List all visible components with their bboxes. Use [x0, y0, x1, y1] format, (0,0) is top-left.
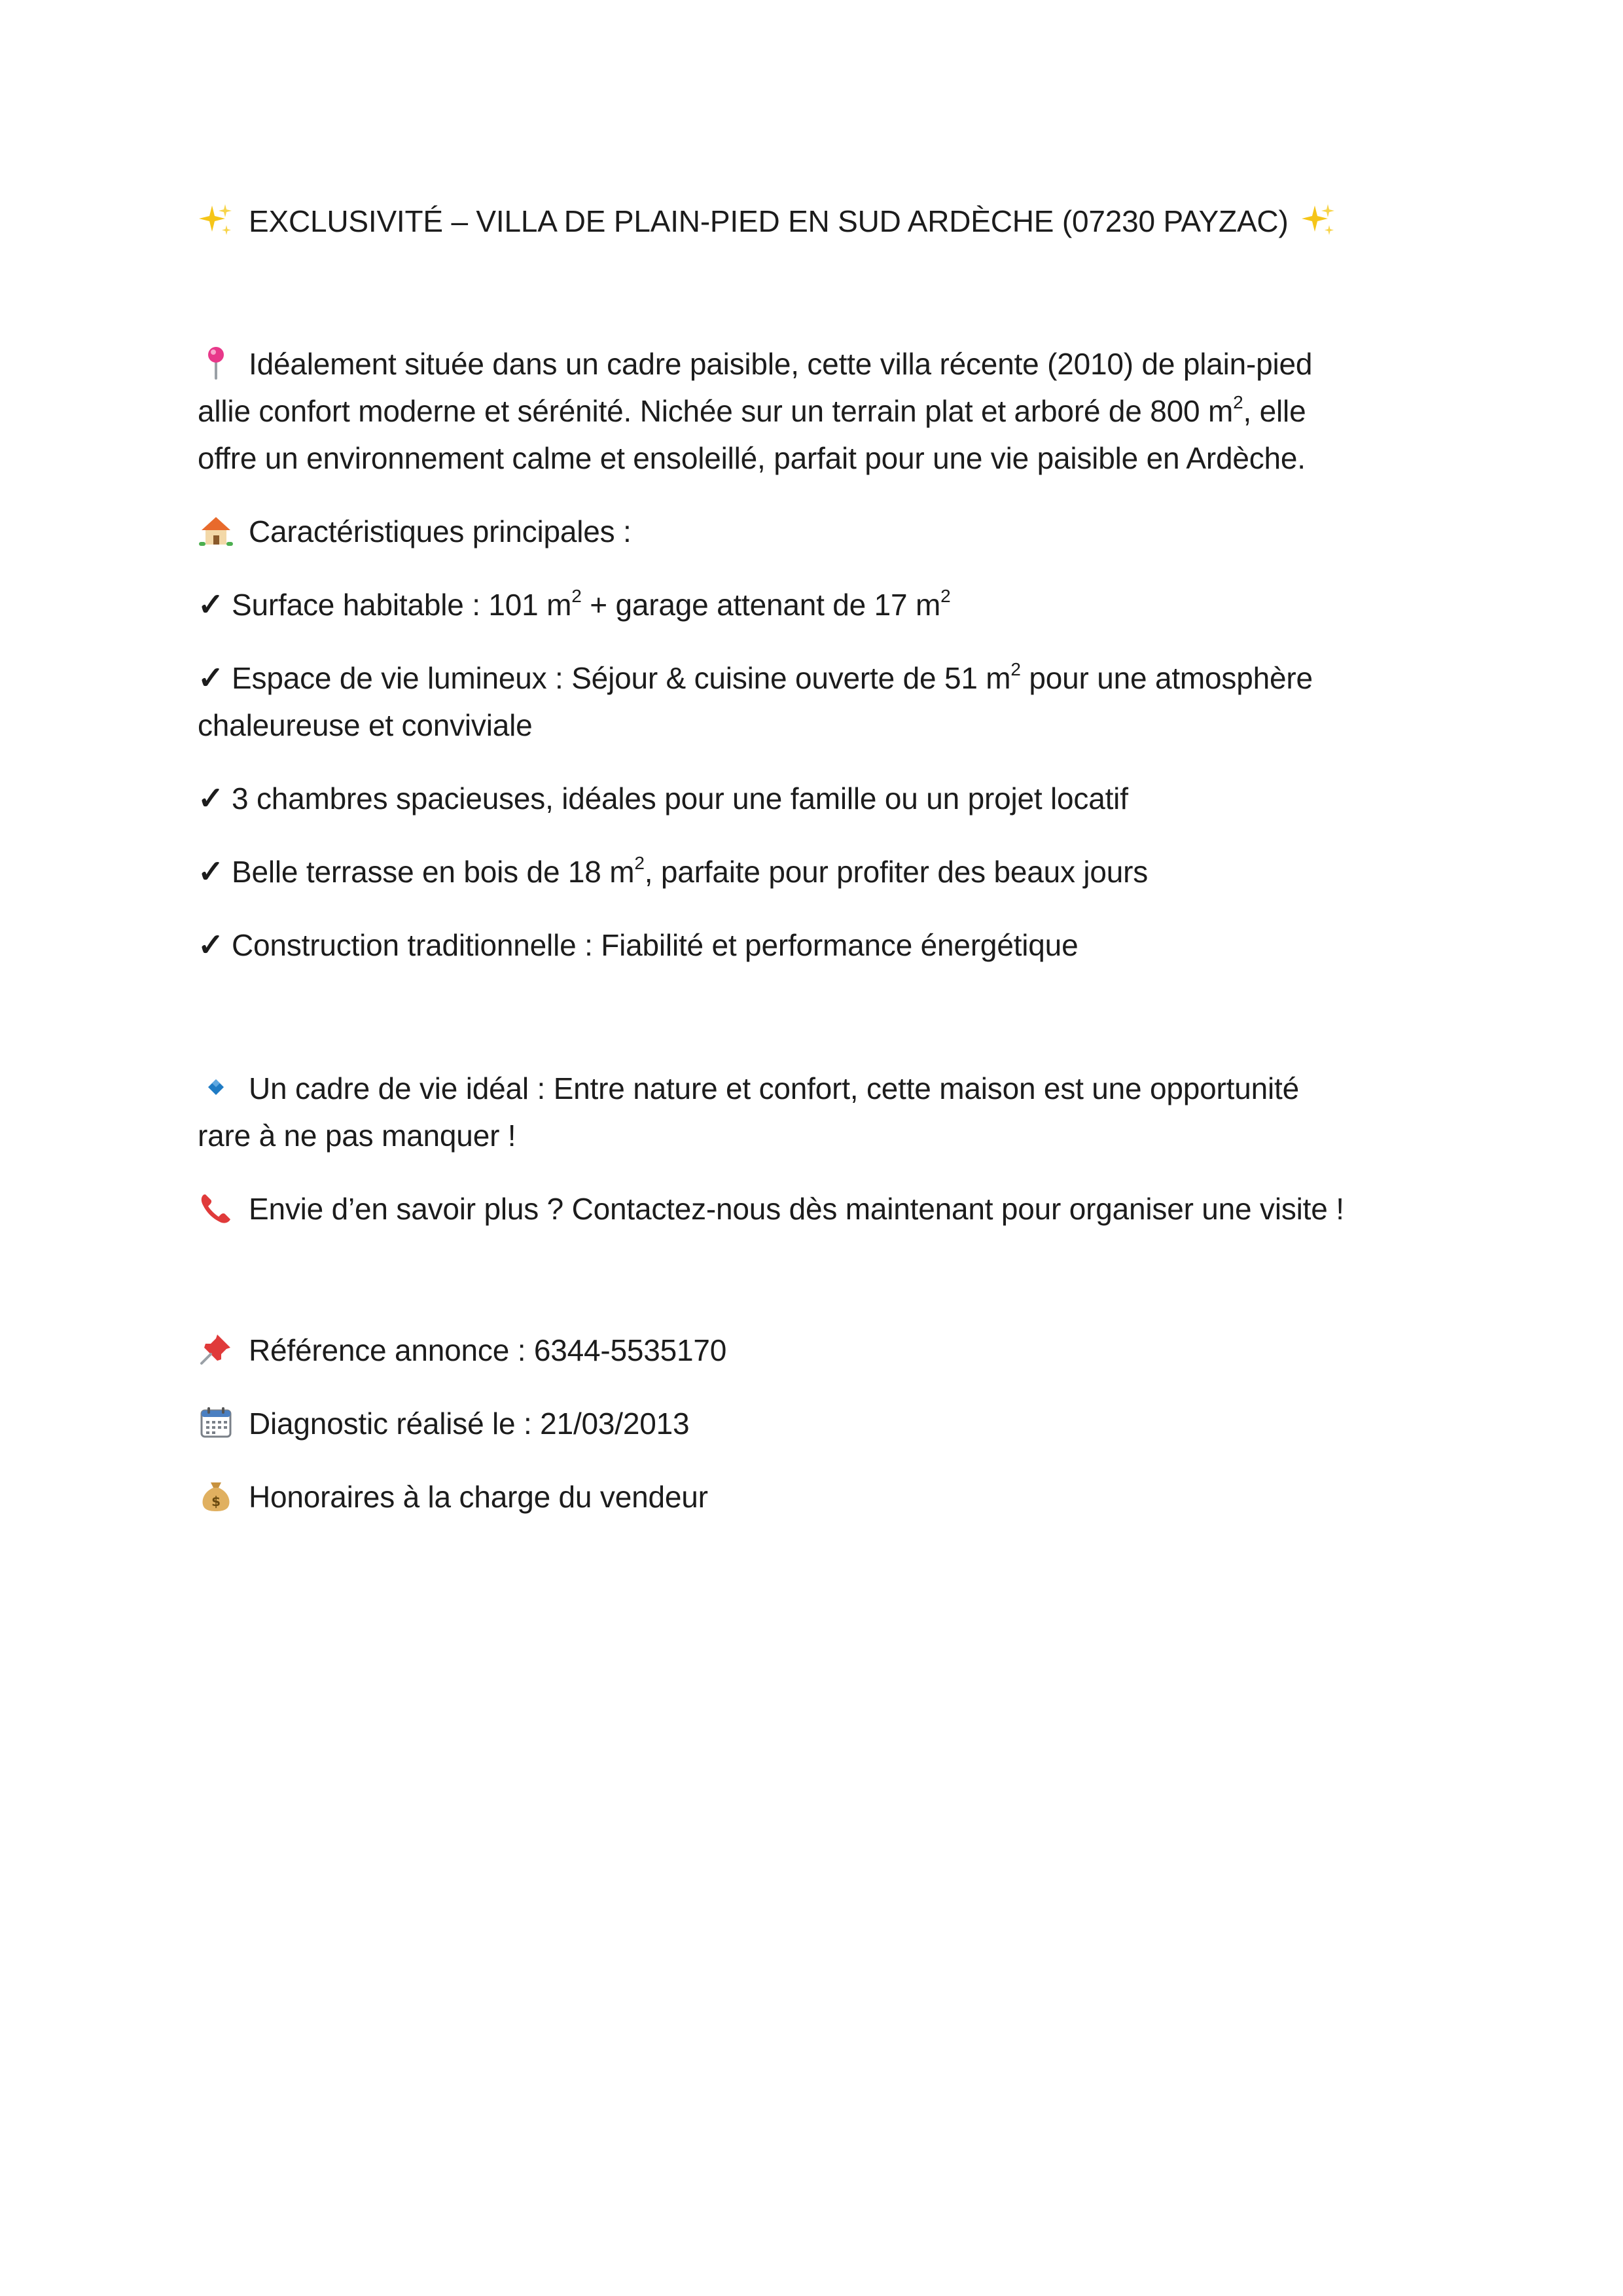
svg-text:$: $ [211, 1494, 221, 1509]
cadre-text: Un cadre de vie idéal : Entre nature et confort, cette maison est une opportunité [249, 1071, 1299, 1105]
feature-text: 3 chambres spacieuses, idéales pour une famille ou un projet locatif [232, 781, 1128, 816]
feature-text: Surface habitable : 101 m [232, 588, 572, 622]
feature-text: pour une atmosphère [1020, 661, 1313, 695]
intro-text: , elle [1243, 394, 1306, 428]
feature-item-construction [198, 922, 1078, 969]
document-title: EXCLUSIVITÉ – VILLA DE PLAIN-PIED EN SUD ARDÈCHE (07230 PAYZAC) [249, 204, 1289, 238]
cadre-line-2 [198, 1112, 516, 1159]
superscript: 2 [1010, 659, 1021, 679]
money-bag-icon [198, 1477, 234, 1514]
intro-text: offre un environnement calme et ensoleillé, parfait pour une vie paisible en Ardèche. [198, 441, 1306, 475]
check-mark-icon: ✓ [198, 781, 224, 816]
round-pushpin-icon [198, 344, 234, 381]
reference-line [198, 1327, 726, 1374]
check-mark-icon: ✓ [198, 855, 224, 889]
intro-text: allie confort moderne et sérénité. Nichée sur un terrain plat et arboré de 800 m [198, 394, 1234, 428]
features-heading-line [198, 508, 632, 555]
honoraires-line [198, 1473, 708, 1520]
cadre-line-1 [198, 1065, 1299, 1112]
superscript: 2 [1233, 392, 1243, 412]
honoraires-text: Honoraires à la charge du vendeur [249, 1480, 708, 1514]
feature-text: chaleureuse et conviviale [198, 708, 533, 742]
feature-text: + garage attenant de 17 m [581, 588, 941, 622]
intro-line-3 [198, 435, 1306, 482]
contact-text: Envie d’en savoir plus ? Contactez-nous dès maintenant pour organiser une visite ! [249, 1192, 1344, 1226]
feature-item-surface [198, 581, 951, 629]
title-line [198, 198, 1337, 245]
check-mark-icon: ✓ [198, 928, 224, 963]
check-mark-icon: ✓ [198, 588, 224, 622]
house-with-garden-icon [198, 512, 234, 548]
intro-text: Idéalement située dans un cadre paisible, cette villa récente (2010) de plain-pied [249, 347, 1313, 381]
superscript: 2 [940, 586, 951, 606]
calendar-icon [198, 1404, 234, 1441]
sparkles-icon [1300, 202, 1337, 238]
cadre-text: rare à ne pas manquer ! [198, 1119, 516, 1153]
reference-text: Référence annonce : 6344-5535170 [249, 1333, 727, 1367]
feature-item-living-space [198, 655, 1313, 702]
feature-text: Espace de vie lumineux : Séjour & cuisine ouverte de 51 m [232, 661, 1011, 695]
feature-item-living-space-cont [198, 702, 533, 749]
check-mark-icon: ✓ [198, 661, 224, 696]
blue-diamond-icon [198, 1069, 234, 1105]
contact-line [198, 1185, 1344, 1232]
telephone-receiver-icon [198, 1189, 234, 1226]
features-heading: Caractéristiques principales : [249, 514, 632, 548]
superscript: 2 [571, 586, 582, 606]
sparkles-icon [198, 202, 234, 238]
diagnostic-text: Diagnostic réalisé le : 21/03/2013 [249, 1407, 690, 1441]
diagnostic-line [198, 1400, 689, 1447]
intro-line-2 [198, 387, 1306, 435]
feature-item-terrace [198, 848, 1148, 896]
feature-text: Belle terrasse en bois de 18 m [232, 855, 635, 889]
feature-text: Construction traditionnelle : Fiabilité et performance énergétique [232, 928, 1079, 962]
feature-item-bedrooms [198, 775, 1128, 823]
feature-text: , parfaite pour profiter des beaux jours [644, 855, 1149, 889]
pushpin-icon [198, 1331, 234, 1367]
intro-line-1 [198, 340, 1312, 387]
superscript: 2 [634, 853, 645, 873]
